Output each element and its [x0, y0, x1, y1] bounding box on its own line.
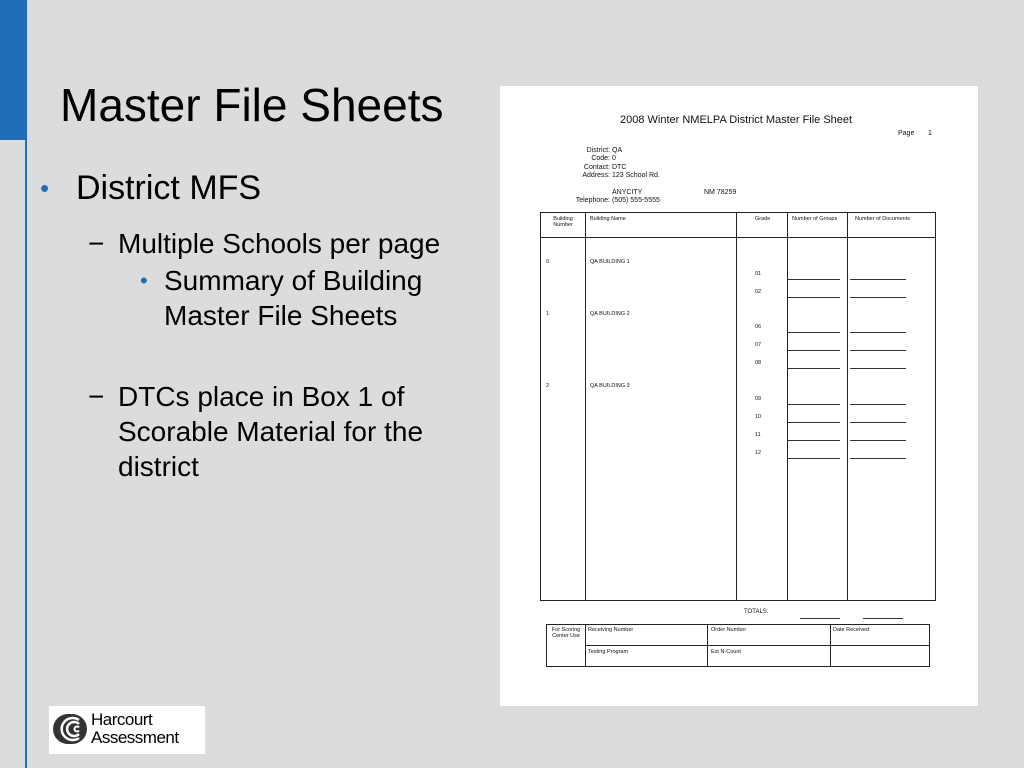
- grade: 11: [755, 432, 761, 438]
- master-file-sheet-image: [500, 86, 978, 706]
- bullet-dtcs: [40, 379, 490, 484]
- harcourt-logo: [49, 706, 205, 754]
- logo-line-1: Harcourt: [91, 710, 153, 729]
- telephone-label: Telephone:: [575, 197, 610, 204]
- grade: 08: [755, 360, 762, 366]
- bullet-text: Summary of Building Master File Sheets: [164, 265, 423, 331]
- order-number-label: Order Number: [711, 627, 747, 633]
- building-table: [540, 212, 936, 601]
- bullet-text: DTCs place in Box 1 of Scorable Material for the district: [118, 381, 424, 482]
- bullet-list: [40, 168, 490, 484]
- bullet-marker: •: [40, 173, 50, 203]
- grade: 06: [755, 324, 762, 330]
- bullet-text: District MFS: [76, 169, 262, 207]
- field-value: DTC: [612, 164, 627, 171]
- field-value: 0: [612, 155, 616, 162]
- field-label: Contact:: [583, 164, 610, 171]
- state-zip: NM 78259: [704, 189, 737, 196]
- building-name: QA BUILDING 1: [590, 259, 630, 265]
- field-label: District:: [586, 147, 610, 154]
- date-received-label: Date Received: [833, 627, 870, 633]
- bullet-summary: [40, 263, 490, 333]
- col-building-number: Building Number: [553, 216, 573, 228]
- slide-title: Master File Sheets: [60, 79, 444, 131]
- testing-program-label: Testing Program: [588, 649, 629, 655]
- building-number: 2: [546, 383, 550, 389]
- grade: 07: [755, 342, 762, 348]
- telephone: (505) 555-5555: [612, 197, 660, 204]
- harcourt-logo-icon: [49, 706, 89, 754]
- col-grade: Grade: [755, 216, 771, 222]
- grade: 09: [755, 396, 762, 402]
- accent-line: [25, 0, 27, 768]
- bullet-text: Multiple Schools per page: [118, 228, 441, 259]
- accent-bar: [0, 0, 25, 140]
- city: ANYCITY: [612, 189, 643, 196]
- est-ncount-label: Est N-Count: [711, 649, 741, 655]
- building-number: 0: [546, 259, 550, 265]
- col-number-of-documents: Number of Documents: [855, 216, 911, 222]
- grade: 01: [755, 271, 762, 277]
- field-value: QA: [612, 147, 623, 154]
- bullet-multiple-schools: [40, 226, 490, 261]
- dash-marker: −: [88, 381, 105, 412]
- bullet-marker: •: [140, 268, 148, 293]
- logo-text: [91, 711, 179, 747]
- field-value: 123 School Rd.: [612, 172, 660, 179]
- col-building-name: Building Name: [590, 216, 626, 222]
- sheet-page-number: 1: [928, 130, 932, 137]
- grade: 10: [755, 414, 762, 420]
- building-name: QA BUILDING 3: [590, 383, 630, 389]
- field-label: Code:: [591, 155, 610, 162]
- dash-marker: −: [88, 228, 105, 259]
- grade: 12: [755, 450, 762, 456]
- sheet-page-label: Page: [898, 130, 915, 137]
- field-label: Address:: [582, 172, 610, 179]
- totals-label: TOTALS:: [744, 609, 769, 615]
- building-number: 1: [546, 311, 550, 317]
- building-name: QA BUILDING 2: [590, 311, 630, 317]
- receiving-number-label: Receiving Number: [588, 627, 634, 633]
- bullet-district: [40, 168, 490, 208]
- sheet-title: 2008 Winter NMELPA District Master File Sheet: [620, 114, 853, 126]
- for-scoring-center-use: For Scoring Center Use: [551, 627, 581, 639]
- col-number-of-groups: Number of Groups: [792, 216, 838, 222]
- scoring-center-box: [546, 624, 930, 667]
- logo-line-2: Assessment: [91, 728, 179, 747]
- grade: 02: [755, 289, 762, 295]
